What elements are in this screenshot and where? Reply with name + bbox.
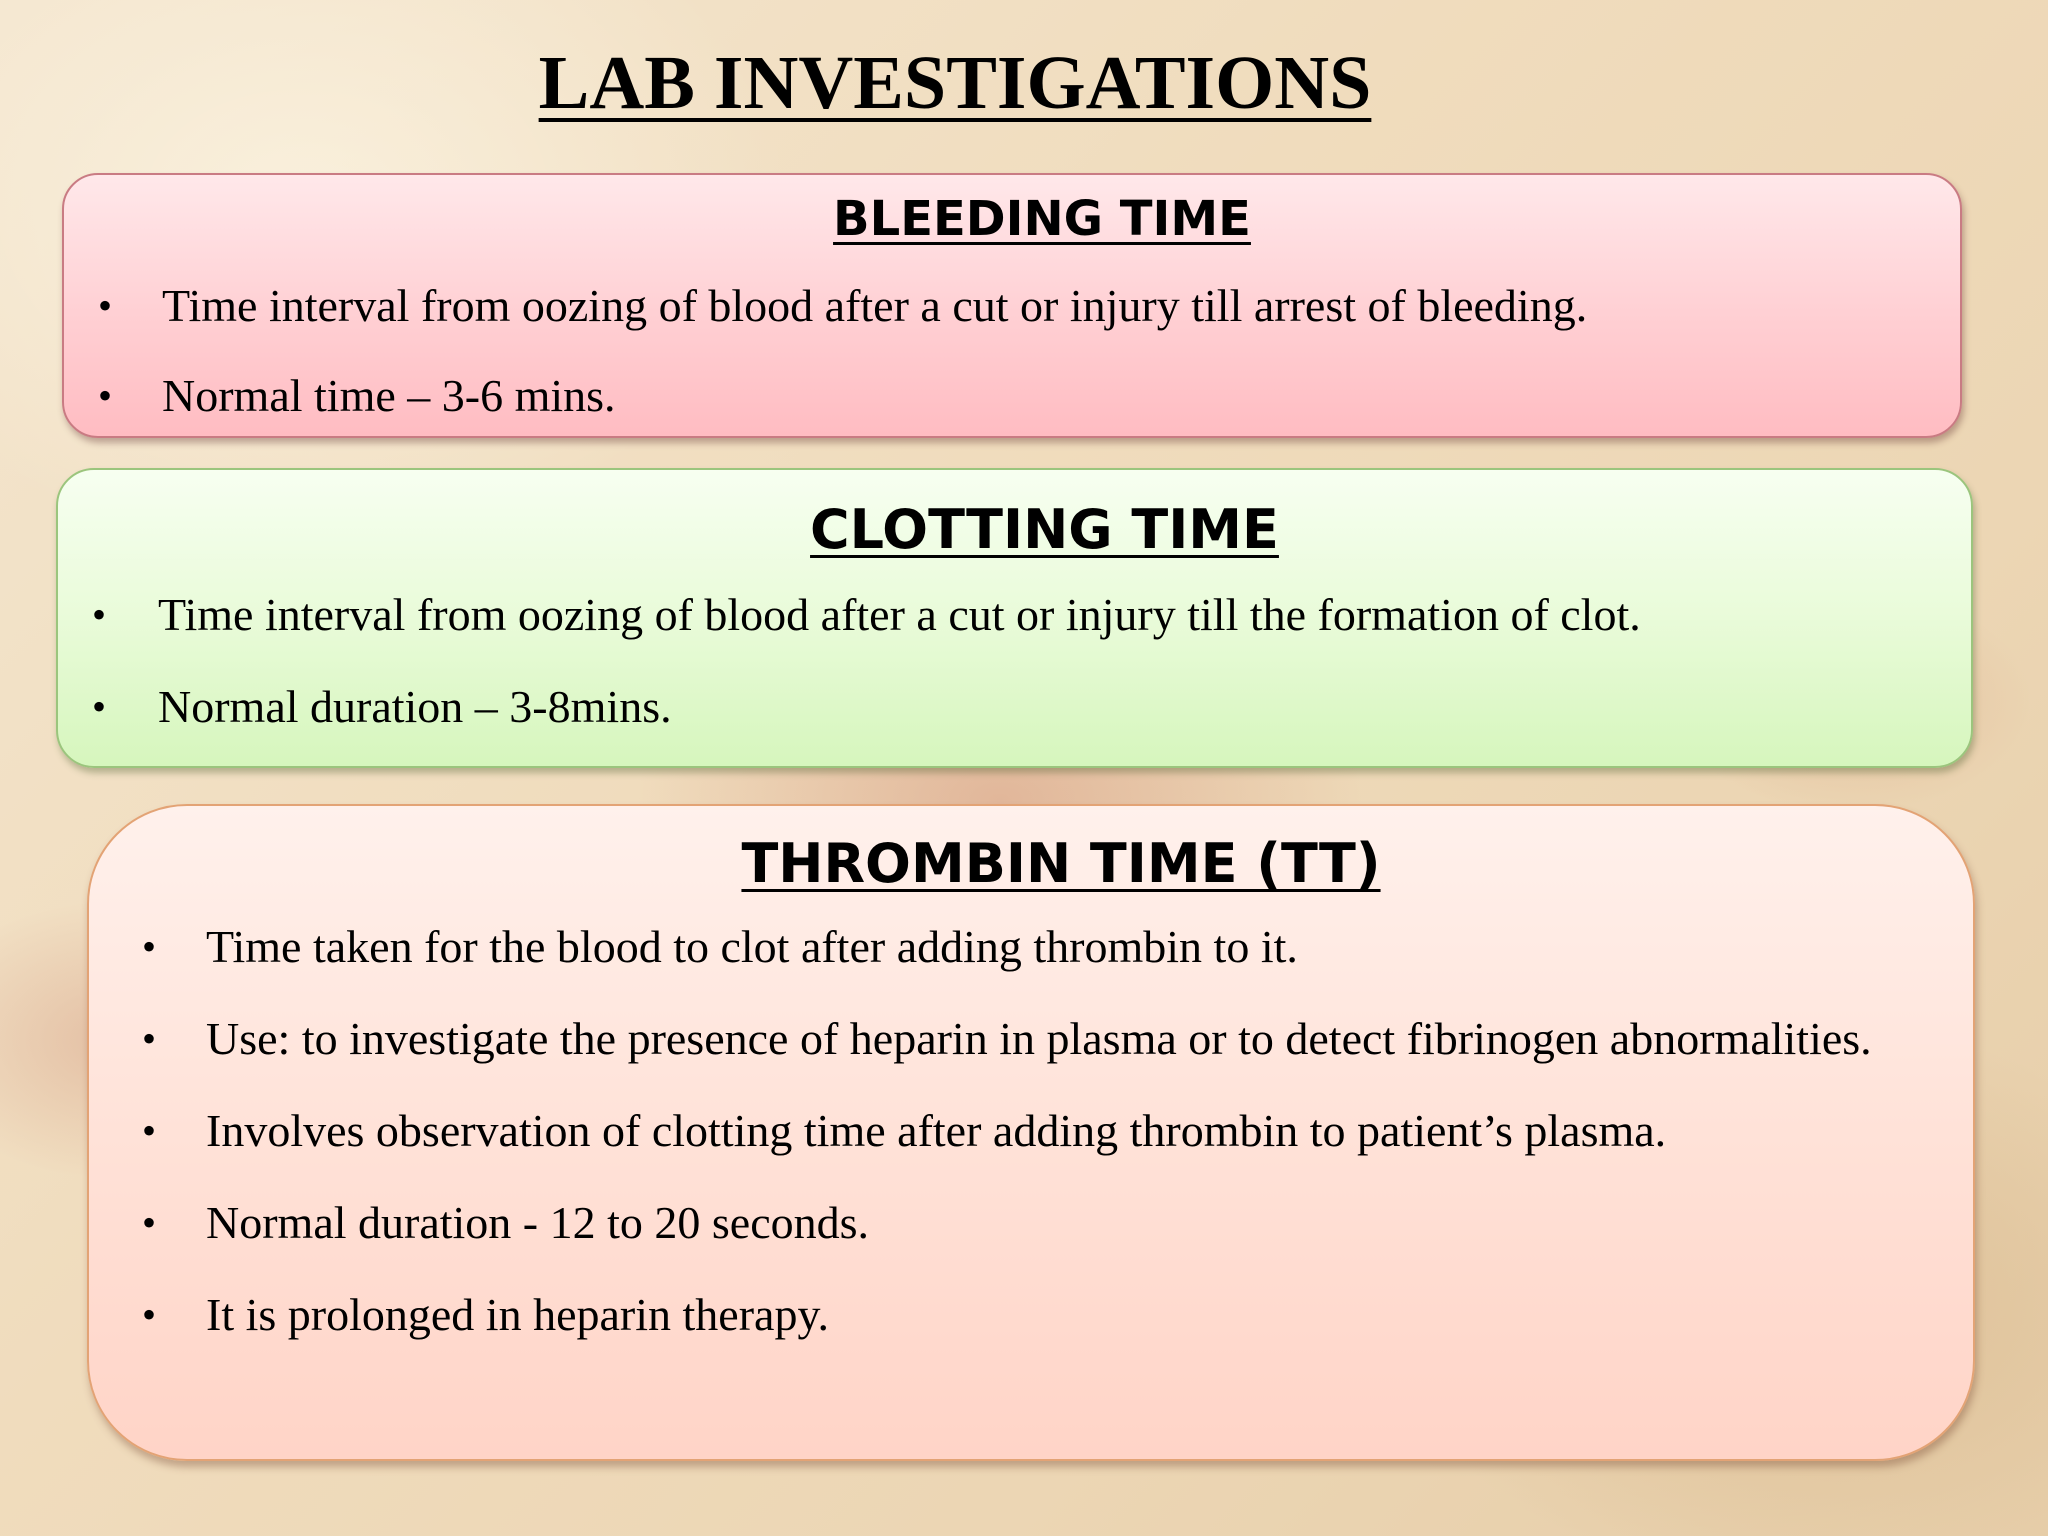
bleeding-time-list	[64, 261, 1960, 441]
bullet-icon: •	[92, 592, 107, 637]
list-item-text: It is prolonged in heparin therapy.	[206, 1289, 829, 1340]
list-item	[89, 1177, 1973, 1269]
list-item-text: Use: to investigate the presence of heparin in plasma or to detect fibrinogen abnormalities.	[206, 1013, 1872, 1064]
clotting-time-box	[56, 468, 1973, 768]
bullet-icon: •	[142, 1200, 157, 1245]
list-item-text: Normal time – 3-6 mins.	[162, 370, 616, 421]
list-item	[89, 1269, 1973, 1361]
slide-title: LAB INVESTIGATIONS	[538, 41, 1372, 125]
list-item-text: Time taken for the blood to clot after adding thrombin to it.	[206, 921, 1298, 972]
list-item-text: Time interval from oozing of blood after a cut or injury till the formation of clot.	[158, 589, 1641, 640]
bullet-icon: •	[142, 924, 157, 969]
list-item	[89, 901, 1973, 993]
bullet-icon: •	[142, 1108, 157, 1153]
clotting-time-heading: CLOTTING TIME	[810, 498, 1279, 561]
list-item-text: Time interval from oozing of blood after a cut or injury till arrest of bleeding.	[162, 280, 1588, 331]
bullet-icon: •	[142, 1016, 157, 1061]
list-item	[89, 1085, 1973, 1177]
list-item	[58, 569, 1971, 661]
bullet-icon: •	[98, 283, 113, 328]
bleeding-time-box	[62, 173, 1962, 438]
thrombin-time-heading: THROMBIN TIME (TT)	[741, 832, 1381, 895]
bleeding-time-heading: BLEEDING TIME	[833, 191, 1251, 247]
bullet-icon: •	[142, 1292, 157, 1337]
thrombin-time-list	[89, 901, 1973, 1361]
bullet-icon: •	[92, 684, 107, 729]
list-item	[89, 993, 1973, 1085]
list-item-text: Normal duration – 3-8mins.	[158, 681, 672, 732]
thrombin-time-box	[87, 804, 1975, 1461]
clotting-time-list	[58, 569, 1971, 753]
list-item	[64, 261, 1960, 351]
list-item	[58, 661, 1971, 753]
bullet-icon: •	[98, 373, 113, 418]
list-item-text: Normal duration - 12 to 20 seconds.	[206, 1197, 870, 1248]
list-item	[64, 351, 1960, 441]
list-item-text: Involves observation of clotting time after adding thrombin to patient’s plasma.	[206, 1105, 1667, 1156]
